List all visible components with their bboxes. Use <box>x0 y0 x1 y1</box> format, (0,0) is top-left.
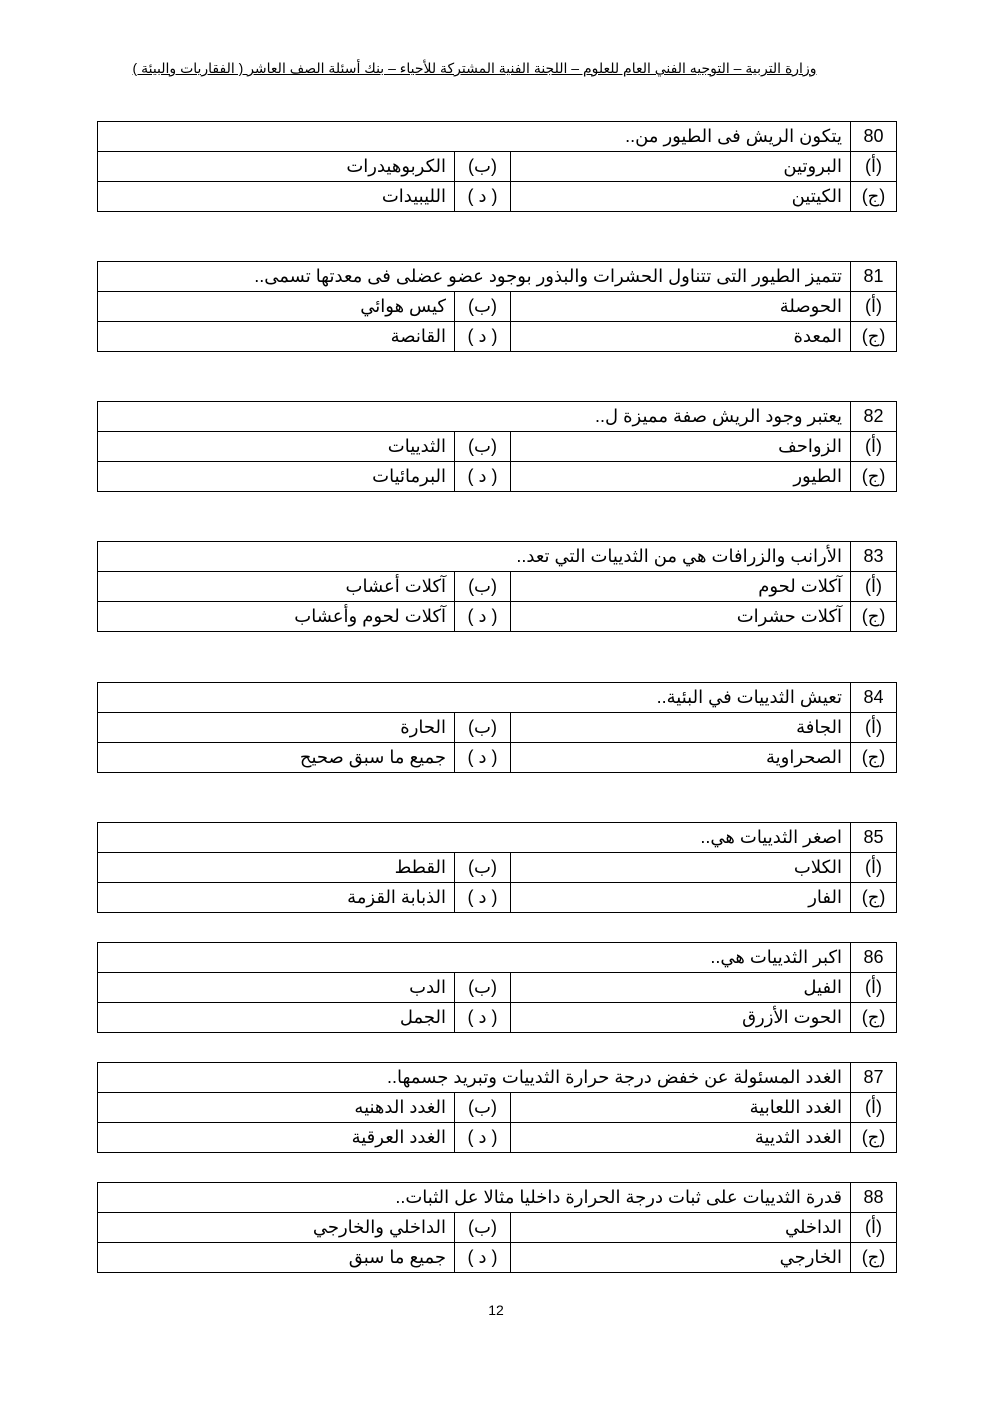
options-row <box>98 883 897 913</box>
option-a-label: (أ) <box>851 973 897 1003</box>
option-b: الدب <box>98 973 455 1003</box>
question-text: الغدد المسئولة عن خفض درجة حرارة الثدييات وتبريد جسمها.. <box>98 1063 851 1093</box>
question-82 <box>97 401 897 492</box>
option-d: الجمل <box>98 1003 455 1033</box>
question-stem-row <box>98 542 897 572</box>
question-85 <box>97 822 897 913</box>
question-87 <box>97 1062 897 1153</box>
question-stem-row <box>98 1063 897 1093</box>
option-c: الخارجي <box>511 1243 851 1273</box>
option-a-label: (أ) <box>851 853 897 883</box>
question-text: اكبر الثدييات هي.. <box>98 943 851 973</box>
option-b: الكربوهيدرات <box>98 152 455 182</box>
options-row <box>98 462 897 492</box>
option-d-label: ( د ) <box>455 602 511 632</box>
options-row <box>98 1003 897 1033</box>
option-c-label: (ج) <box>851 462 897 492</box>
question-text: اصغر الثدييات هي.. <box>98 823 851 853</box>
option-b-label: (ب) <box>455 1093 511 1123</box>
options-row <box>98 853 897 883</box>
option-c: الغدد الثديية <box>511 1123 851 1153</box>
option-c-label: (ج) <box>851 182 897 212</box>
option-a: البروتين <box>511 152 851 182</box>
option-c-label: (ج) <box>851 1003 897 1033</box>
option-c-label: (ج) <box>851 743 897 773</box>
option-c: آكلات حشرات <box>511 602 851 632</box>
option-c-label: (ج) <box>851 602 897 632</box>
option-c: المعدة <box>511 322 851 352</box>
question-stem-row <box>98 1183 897 1213</box>
option-b-label: (ب) <box>455 1213 511 1243</box>
question-stem-row <box>98 402 897 432</box>
option-d: الغدد العرقية <box>98 1123 455 1153</box>
option-c: الفار <box>511 883 851 913</box>
question-number: 80 <box>851 122 897 152</box>
option-b: الغدد الدهنيه <box>98 1093 455 1123</box>
option-a-label: (أ) <box>851 432 897 462</box>
option-d-label: ( د ) <box>455 462 511 492</box>
page-number: 12 <box>488 1302 504 1318</box>
options-row <box>98 322 897 352</box>
option-b: آكلات أعشاب <box>98 572 455 602</box>
question-84 <box>97 682 897 773</box>
question-83 <box>97 541 897 632</box>
question-number: 86 <box>851 943 897 973</box>
option-c: الكيتين <box>511 182 851 212</box>
question-number: 87 <box>851 1063 897 1093</box>
option-b-label: (ب) <box>455 152 511 182</box>
option-a-label: (أ) <box>851 713 897 743</box>
question-text: تتميز الطيور التى تتناول الحشرات والبذور بوجود عضو عضلى فى معدتها تسمى.. <box>98 262 851 292</box>
question-text: تعيش الثدييات في البئية.. <box>98 683 851 713</box>
option-b-label: (ب) <box>455 713 511 743</box>
options-row <box>98 713 897 743</box>
option-c: الطيور <box>511 462 851 492</box>
question-text: قدرة الثدييات على ثبات درجة الحرارة داخليا مثالا عل الثبات.. <box>98 1183 851 1213</box>
option-a-label: (أ) <box>851 152 897 182</box>
option-d-label: ( د ) <box>455 1123 511 1153</box>
option-b-label: (ب) <box>455 973 511 1003</box>
option-b-label: (ب) <box>455 853 511 883</box>
question-81 <box>97 261 897 352</box>
question-88 <box>97 1182 897 1273</box>
question-stem-row <box>98 823 897 853</box>
options-row <box>98 602 897 632</box>
option-b: كيس هوائي <box>98 292 455 322</box>
page-header: وزارة التربية – التوجيه الفني العام للعلوم – اللجنة الفنية المشتركة للأحياء – بنك أسئلة الصف العاشر ( الفقاريات والبيئة ) <box>132 60 817 76</box>
option-b: الداخلي والخارجي <box>98 1213 455 1243</box>
options-row <box>98 152 897 182</box>
option-b-label: (ب) <box>455 572 511 602</box>
option-c-label: (ج) <box>851 883 897 913</box>
question-86 <box>97 942 897 1033</box>
question-number: 83 <box>851 542 897 572</box>
options-row <box>98 973 897 1003</box>
options-row <box>98 182 897 212</box>
options-row <box>98 572 897 602</box>
option-a-label: (أ) <box>851 1093 897 1123</box>
option-b-label: (ب) <box>455 292 511 322</box>
option-c: الصحراوية <box>511 743 851 773</box>
option-a-label: (أ) <box>851 292 897 322</box>
option-d-label: ( د ) <box>455 1003 511 1033</box>
option-d: آكلات لحوم وأعشاب <box>98 602 455 632</box>
option-b: الحارة <box>98 713 455 743</box>
option-a: الداخلي <box>511 1213 851 1243</box>
option-d-label: ( د ) <box>455 1243 511 1273</box>
question-text: يعتبر وجود الريش صفة مميزة ل.. <box>98 402 851 432</box>
option-b-label: (ب) <box>455 432 511 462</box>
option-a: الغدد اللعابية <box>511 1093 851 1123</box>
question-number: 81 <box>851 262 897 292</box>
options-row <box>98 1123 897 1153</box>
options-row <box>98 1213 897 1243</box>
question-number: 88 <box>851 1183 897 1213</box>
option-c: الحوت الأزرق <box>511 1003 851 1033</box>
option-a-label: (أ) <box>851 1213 897 1243</box>
options-row <box>98 1093 897 1123</box>
option-d-label: ( د ) <box>455 743 511 773</box>
question-stem-row <box>98 943 897 973</box>
option-b: الثدييات <box>98 432 455 462</box>
option-d-label: ( د ) <box>455 322 511 352</box>
question-80 <box>97 121 897 212</box>
question-text: الأرانب والزرافات هي من الثدييات التي تعد.. <box>98 542 851 572</box>
option-d-label: ( د ) <box>455 182 511 212</box>
option-a: الفيل <box>511 973 851 1003</box>
question-text: يتكون الريش فى الطيور من.. <box>98 122 851 152</box>
options-row <box>98 743 897 773</box>
question-stem-row <box>98 262 897 292</box>
option-d: القانصة <box>98 322 455 352</box>
option-d: الليبيدات <box>98 182 455 212</box>
question-stem-row <box>98 683 897 713</box>
question-number: 82 <box>851 402 897 432</box>
question-stem-row <box>98 122 897 152</box>
question-number: 85 <box>851 823 897 853</box>
option-b: القطط <box>98 853 455 883</box>
option-a: الكلاب <box>511 853 851 883</box>
option-a: آكلات لحوم <box>511 572 851 602</box>
option-d: جميع ما سبق <box>98 1243 455 1273</box>
option-a: الجافة <box>511 713 851 743</box>
option-c-label: (ج) <box>851 1243 897 1273</box>
option-d-label: ( د ) <box>455 883 511 913</box>
options-row <box>98 1243 897 1273</box>
question-number: 84 <box>851 683 897 713</box>
option-a-label: (أ) <box>851 572 897 602</box>
option-c-label: (ج) <box>851 1123 897 1153</box>
option-a: الزواحف <box>511 432 851 462</box>
option-c-label: (ج) <box>851 322 897 352</box>
option-a: الحوصلة <box>511 292 851 322</box>
option-d: الذبابة القزمة <box>98 883 455 913</box>
options-row <box>98 292 897 322</box>
options-row <box>98 432 897 462</box>
option-d: جميع ما سبق صحيح <box>98 743 455 773</box>
option-d: البرمائيات <box>98 462 455 492</box>
